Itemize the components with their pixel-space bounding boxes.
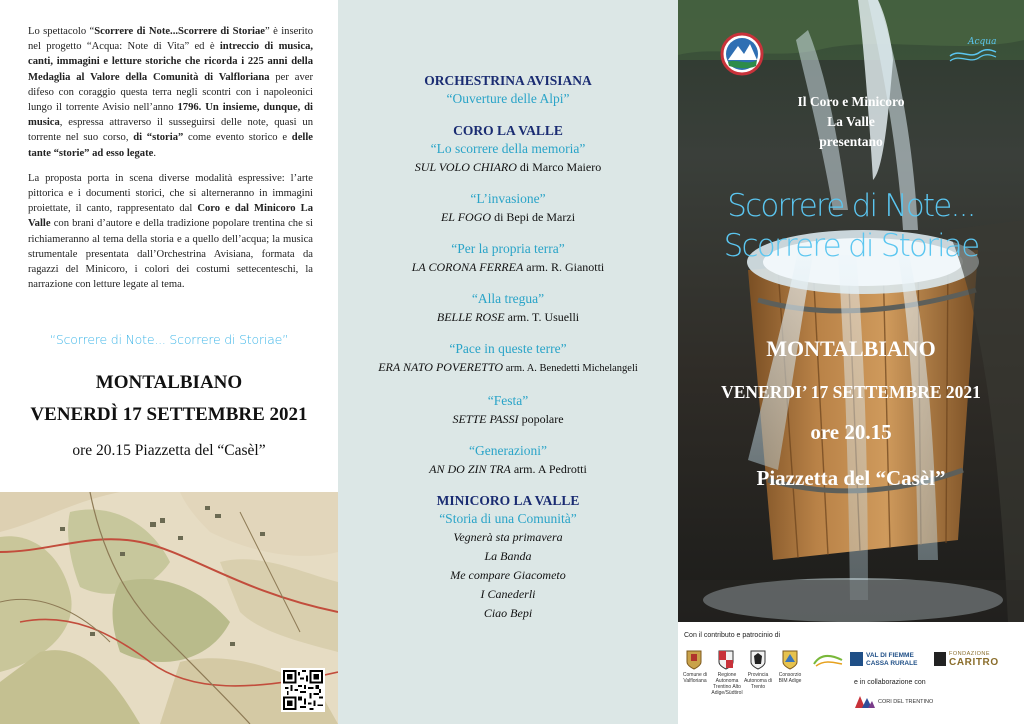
- song-author: di Marco Maiero: [516, 160, 602, 174]
- program-item: [338, 240, 678, 276]
- song-author: arm. R. Gianotti: [523, 260, 605, 274]
- text-run: , espressa attraverso il susseguirsi delle note, quasi un torrente nel suo corso,: [28, 117, 313, 144]
- sponsor-cassa-rurale: [850, 650, 930, 672]
- bold-text-run: Scorrere di Note...Scorrere di Storiae: [94, 26, 266, 37]
- cover-time: ore 20.15: [810, 420, 892, 444]
- choir-logo: [720, 32, 764, 76]
- song-author: popolare: [518, 412, 564, 426]
- group-title-minicoro: MINICORO LA VALLE: [436, 493, 580, 508]
- song-author: di Bepi de Marzi: [491, 210, 576, 224]
- presenters-line: presentano: [819, 134, 883, 149]
- svg-text:Acqua: Acqua: [968, 37, 997, 47]
- program-item: [338, 442, 678, 478]
- sponsor-label: Con il contributo e patrocinio di: [684, 632, 781, 639]
- text-run: Lo spettacolo “: [28, 26, 95, 37]
- song-author: arm. A Pedrotti: [510, 462, 587, 476]
- song-title: Ciao Bepi: [483, 606, 533, 620]
- sponsor-consorzio-label: Consorzio BIM Adige: [778, 672, 802, 684]
- song-title: BELLE ROSE: [436, 310, 505, 324]
- event-date: VENERDÌ 17 SETTEMBRE 2021: [30, 404, 308, 425]
- song-title: LA CORONA FERREA: [411, 260, 524, 274]
- song-credit: [338, 258, 678, 276]
- cori-label: CORI DEL TRENTINO: [878, 699, 934, 705]
- acqua-project-logo: [946, 30, 998, 70]
- piece-title: “Ouverture delle Alpi”: [446, 91, 570, 106]
- cover-title-line-1: Scorrere di Note...: [727, 188, 975, 224]
- song-title: I Canederli: [480, 587, 536, 601]
- caritro-line-1: FONDAZIONE: [949, 651, 991, 657]
- text-run: come evento storico e: [183, 132, 292, 144]
- sponsor-provincia-label: Provincia Autonoma di Trento: [743, 672, 773, 690]
- program-item: [338, 190, 678, 226]
- presenters-text: [678, 92, 1024, 152]
- caritro-logo-icon: [934, 652, 946, 666]
- piece-title: “Storia di una Comunità”: [439, 511, 577, 526]
- presenters-line: La Valle: [827, 114, 875, 129]
- program-panel: [338, 0, 678, 724]
- text-run: ” è inserito nel progetto “Acqua: Note di Vita” ed è: [28, 26, 313, 53]
- song-title: La Banda: [484, 549, 532, 563]
- piece-title: “Festa”: [487, 393, 529, 408]
- program-item: [338, 290, 678, 326]
- bold-text-run: delle tante “storie” ad esso legate: [28, 132, 313, 159]
- bold-text-run: 1796. Un insieme, dunque, di musica: [28, 102, 313, 129]
- piece-title: “Pace in queste terre”: [449, 341, 567, 356]
- program-item: [338, 392, 678, 428]
- song-credit: [338, 460, 678, 478]
- presenters-line: Il Coro e Minicoro: [797, 94, 905, 109]
- caritro-line-2: CARITRO: [949, 657, 999, 668]
- song-credit: [338, 410, 678, 428]
- piece-title: “L’invasione”: [470, 191, 546, 206]
- program-item: [338, 140, 678, 176]
- program-group-minicoro: [338, 492, 678, 623]
- sponsor-leaf-logo: [812, 652, 844, 668]
- text-run: con brani d’autore e della tradizione popolare trentina che si richiameranno al tema della storia e a quello dell’acqua; la musica strumentale presentata dall’Orchestrina Avisiana, formata da ragazzi del Minicoro, i colori dei costumi settecenteschi, la narrazione con letture legate al tema.: [28, 218, 313, 291]
- song-credit: [338, 358, 678, 378]
- cori-logo-icon: [854, 692, 876, 710]
- cover-panel: [678, 0, 1024, 724]
- program-group-orchestrina: [338, 72, 678, 108]
- program-list: [338, 72, 678, 637]
- sponsor-caritro: [934, 650, 1018, 672]
- minicoro-song-list: [338, 528, 678, 623]
- piece-title: “Lo scorrere della memoria”: [430, 141, 586, 156]
- bold-text-run: di “storia”: [133, 132, 184, 144]
- piece-title: “Per la propria terra”: [451, 241, 565, 256]
- bold-text-run: Coro e dal Minicoro La Valle: [28, 203, 313, 230]
- sponsor-regione-label: Regione Autonoma Trentino Alto Adige/Südtirol: [711, 672, 743, 696]
- song-title: Me compare Giacometo: [450, 568, 566, 582]
- group-title-coro: CORO LA VALLE: [453, 123, 563, 138]
- song-title: ERA NATO POVERETTO: [378, 360, 504, 374]
- text-run: .: [153, 147, 156, 159]
- cover-date: VENERDI’ 17 SETTEMBRE 2021: [721, 382, 981, 402]
- cassa-rurale-logo-icon: [850, 652, 863, 666]
- piece-title: “Alla tregua”: [471, 291, 545, 306]
- program-item: [338, 340, 678, 378]
- cassa-rurale-line-1: VAL DI FIEMME: [866, 652, 914, 659]
- song-author: arm. T. Usuelli: [504, 310, 580, 324]
- bold-text-run: intreccio di musica, canti, immagini e letture storiche che ricorda i 225 anni della Medaglia al Valore della Comunità di Valfloriana: [28, 41, 314, 83]
- event-title-thin: “Scorrere di Note... Scorrere di Storiae”: [49, 332, 289, 347]
- song-credit: [338, 158, 678, 176]
- intro-paragraph-2: [28, 171, 313, 293]
- left-panel: [0, 0, 338, 724]
- song-title: Vegnerà sta primavera: [453, 530, 563, 544]
- collab-cori-trentino: [854, 690, 934, 714]
- program-group-coro: [338, 122, 678, 478]
- cover-title-line-2: Scorrere di Storiae: [723, 228, 979, 264]
- song-credit: [338, 308, 678, 326]
- cover-place: MONTALBIANO: [766, 336, 936, 361]
- cover-venue: Piazzetta del “Casèl”: [756, 466, 946, 490]
- song-title: EL FOGO: [440, 210, 492, 224]
- text-run: La proposta porta in scena diverse modalità espressive: l’arte pittorica e i documenti storici, che si alterneranno in immagini proiettate, il canto, rappresentato dal: [28, 172, 313, 215]
- song-title: AN DO ZIN TRA: [429, 462, 511, 476]
- event-place: MONTALBIANO: [95, 372, 243, 393]
- intro-text: [28, 24, 313, 302]
- song-title: SETTE PASSI: [452, 412, 519, 426]
- qr-code[interactable]: [281, 668, 325, 712]
- song-title: SUL VOLO CHIARO: [414, 160, 517, 174]
- intro-paragraph-1: [28, 24, 313, 161]
- collab-label: e in collaborazione con: [854, 679, 926, 686]
- text-run: per aver difeso con coraggio questa terra negli scontri con i napoleonici lungo il torrente Avisio nell’anno: [28, 71, 313, 114]
- sponsor-comune-label: Comune di Valfloriana: [682, 672, 708, 684]
- song-author: arm. A. Benedetti Michelangeli: [503, 363, 638, 374]
- song-credit: [338, 208, 678, 226]
- cover-title: [678, 186, 1024, 266]
- cassa-rurale-line-2: CASSA RURALE: [866, 660, 918, 667]
- event-time-venue: ore 20.15 Piazzetta del “Casèl”: [72, 442, 266, 459]
- piece-title: “Generazioni”: [469, 443, 547, 458]
- group-title-orchestrina: ORCHESTRINA AVISIANA: [424, 73, 592, 88]
